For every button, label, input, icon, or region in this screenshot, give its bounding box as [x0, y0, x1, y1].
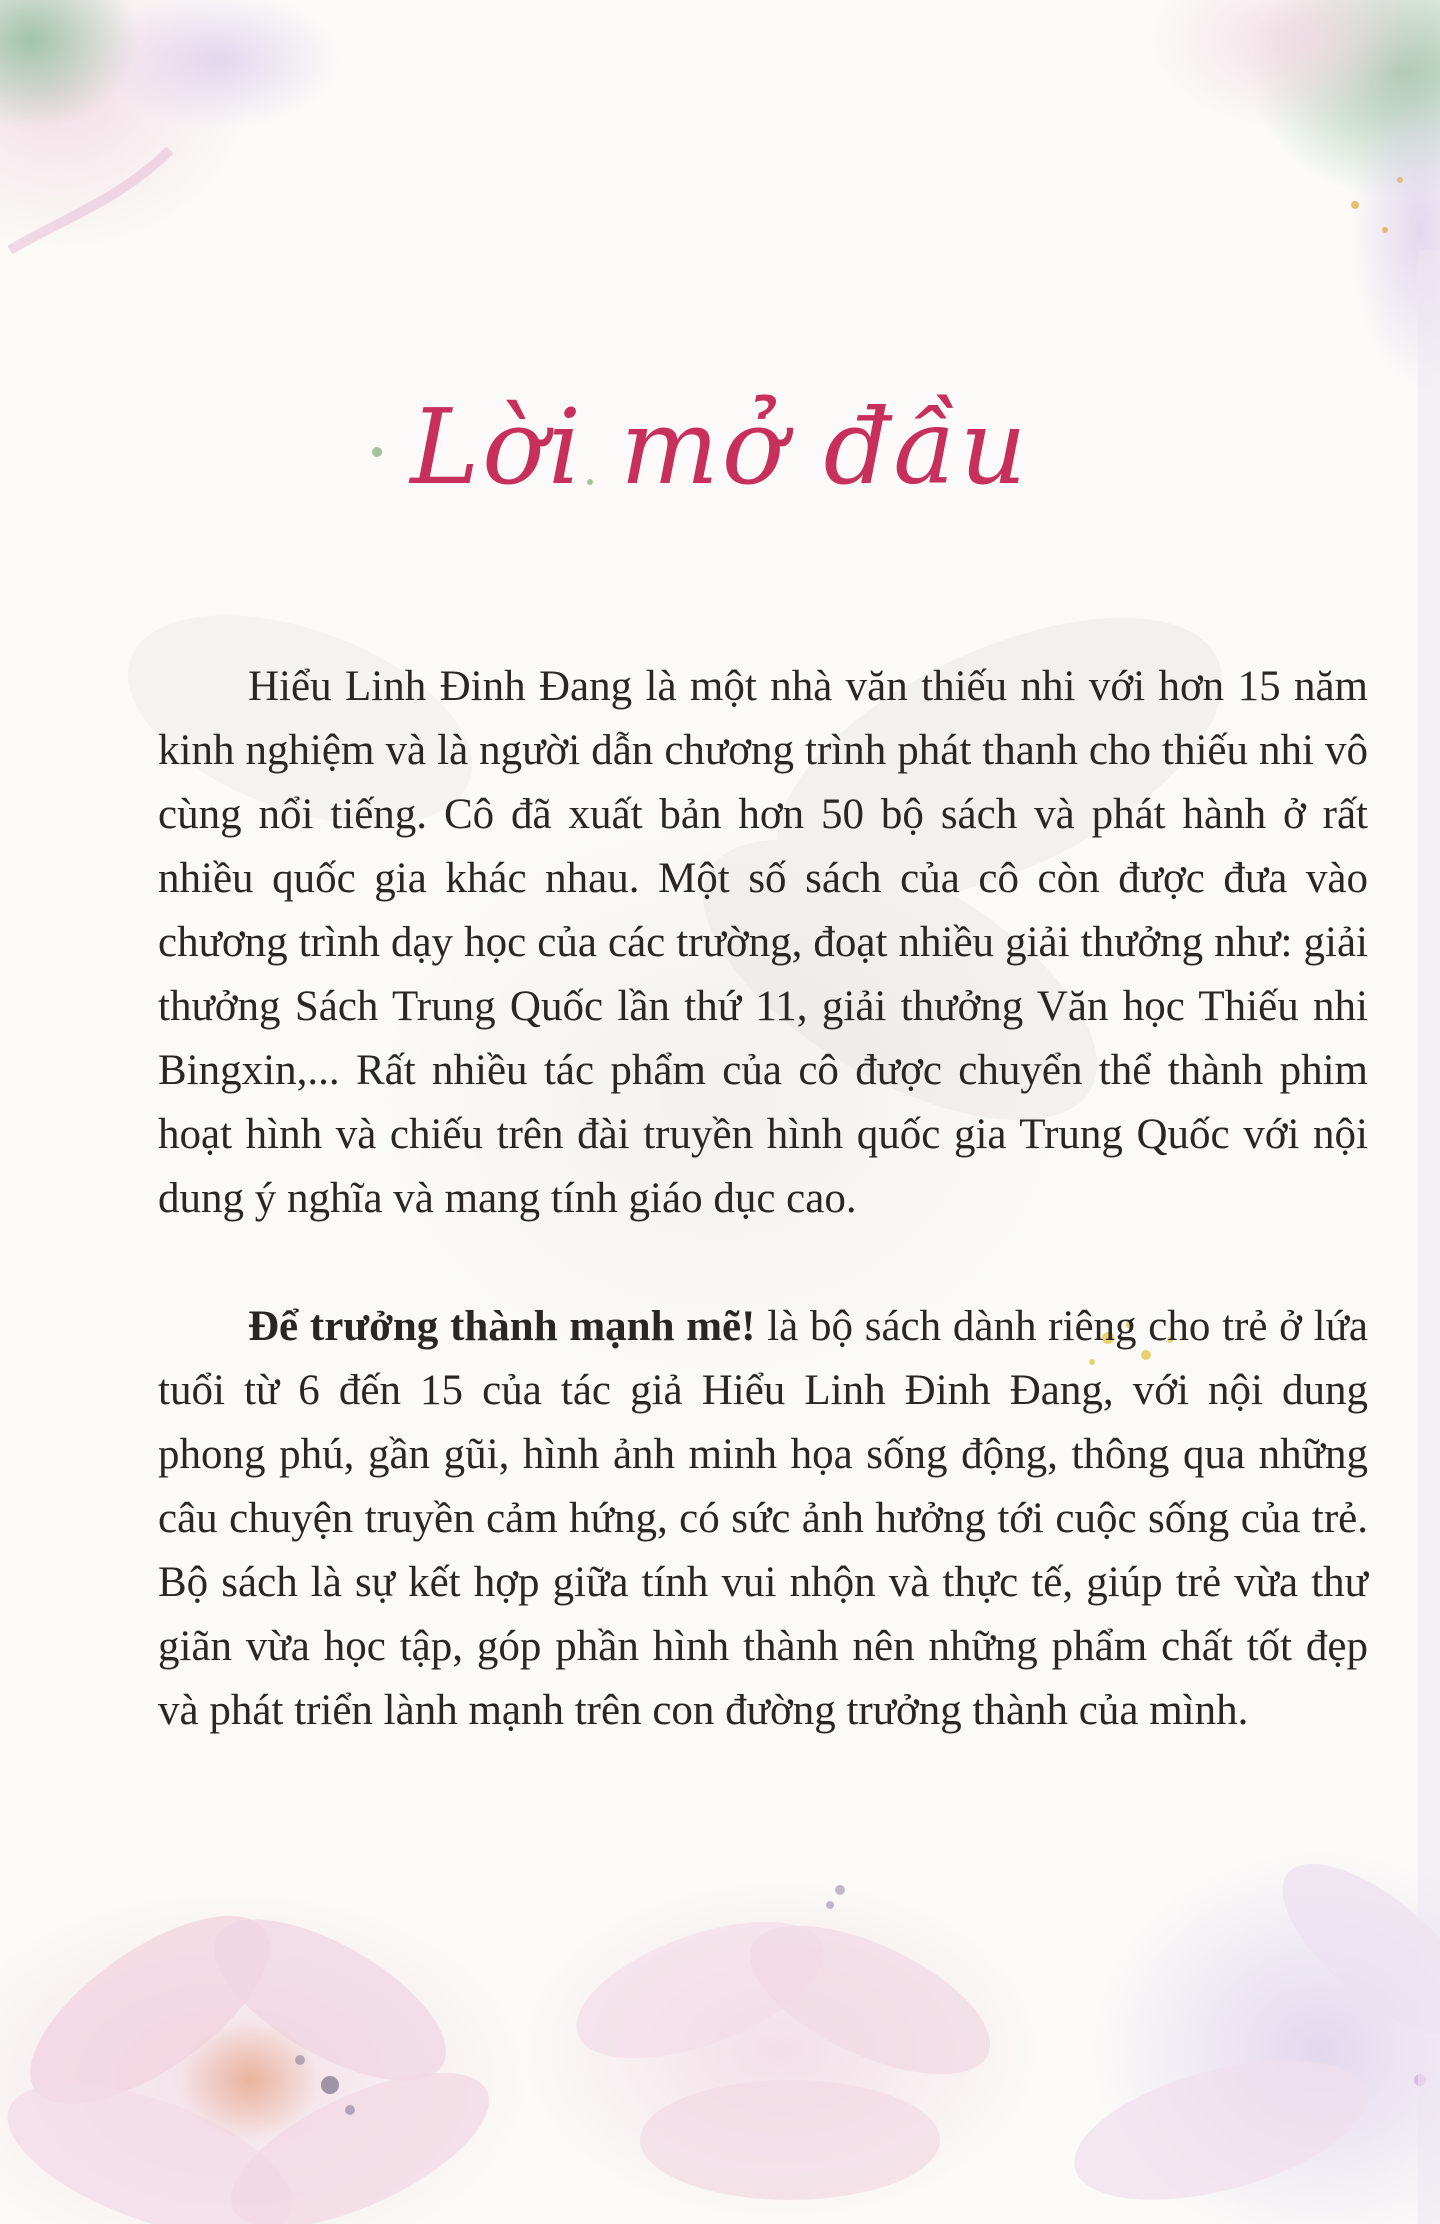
series-title: Để trưởng thành mạnh mẽ! [248, 1303, 756, 1350]
top-right-leaf-cluster [1150, 0, 1440, 390]
top-left-flower-cluster [0, 0, 340, 250]
series-description: là bộ sách dành riêng cho trẻ ở lứa tuổi từ 6 đến 15 của tác giả Hiểu Linh Đinh Đang, với nội dung phong phú, gần gũi, hình ảnh minh họa sống động, thông qua những câu chuyện truyền cảm hứng, có sức ảnh hưởng tới cuộc sống của trẻ. Bộ sách là sự kết hợp giữa tính vui nhộn và thực tế, giúp trẻ vừa thư giãn vừa học tập, góp phần hình thành nên những phẩm chất tốt đẹp và phát triển lành mạnh trên con đường trưởng thành của mình. [158, 1303, 1368, 1734]
page-title: Lời mở đầu [410, 386, 1030, 508]
watercolor-flower-icon [0, 1881, 530, 2224]
bottom-right-flower [1060, 1835, 1440, 2224]
body-text [158, 655, 1368, 1743]
intro-paragraph-series [158, 1295, 1368, 1743]
intro-paragraph-author: Hiểu Linh Đinh Đang là một nhà văn thiếu nhi với hơn 15 năm kinh nghiệm và là người dẫn chương trình phát thanh cho thiếu nhi vô cùng nổi tiếng. Cô đã xuất bản hơn 50 bộ sách và phát hành ở rất nhiều quốc gia khác nhau. Một số sách của cô còn được đưa vào chương trình dạy học của các trường, đoạt nhiều giải thưởng như: giải thưởng Sách Trung Quốc lần thứ 11, giải thưởng Văn học Thiếu nhi Bingxin,... Rất nhiều tác phẩm của cô được chuyển thể thành phim hoạt hình và chiếu trên đài truyền hình quốc gia Trung Quốc với nội dung ý nghĩa và mang tính giáo dục cao. [158, 663, 1368, 1222]
bottom-center-flower [520, 1880, 1040, 2220]
